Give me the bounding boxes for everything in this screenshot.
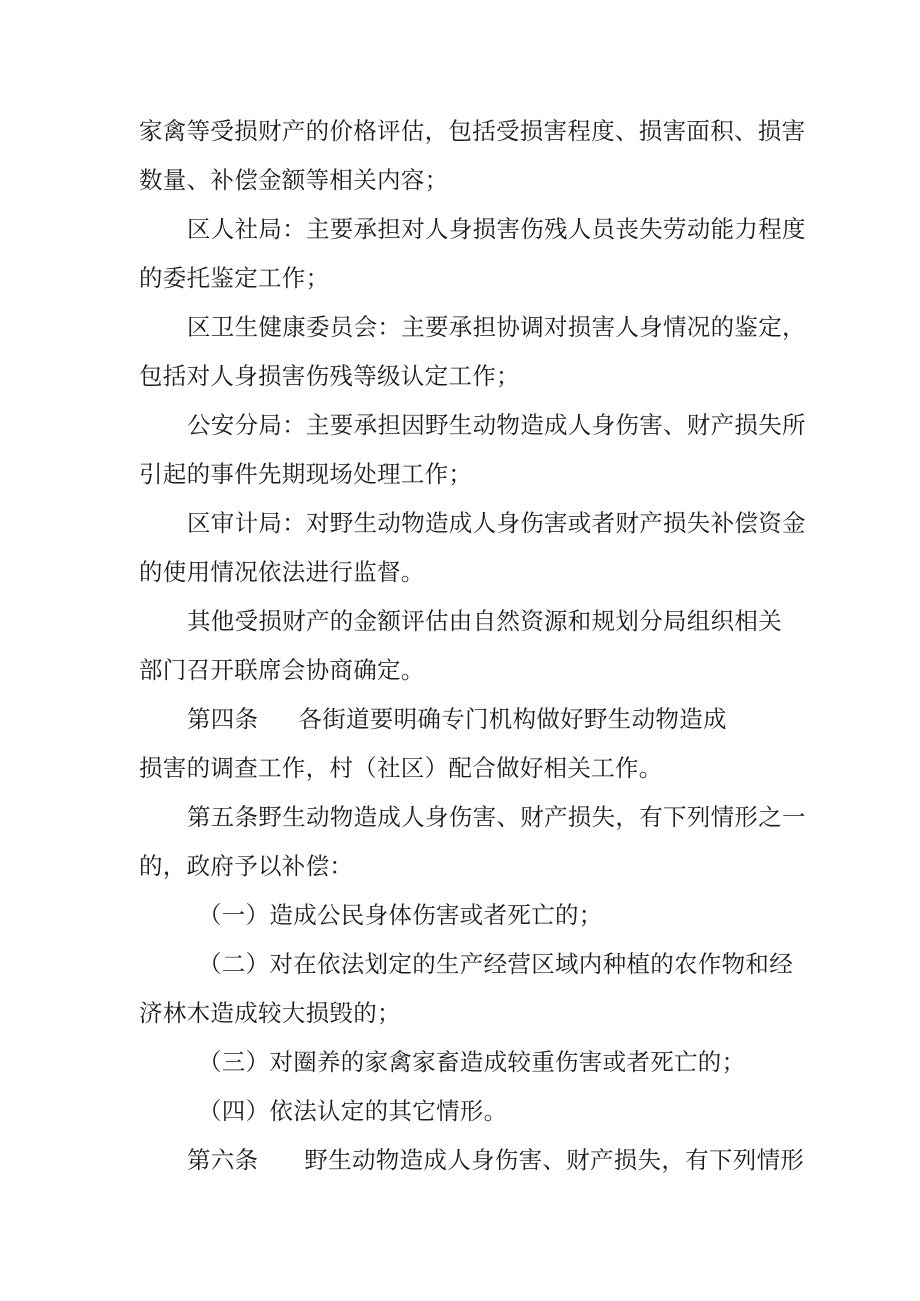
article-4-text: 各街道要明确专门机构做好野生动物造成	[298, 705, 727, 733]
article-6-label: 第六条	[187, 1146, 259, 1174]
text-line: （一）造成公民身体伤害或者死亡的；	[198, 901, 603, 929]
text-line: （三）对圈养的家禽家畜造成较重伤害或者死亡的；	[198, 1048, 746, 1076]
article-6-line	[187, 1145, 804, 1175]
text-line: 其他受损财产的金额评估由自然资源和规划分局组织相关	[187, 607, 782, 635]
article-4-label: 第四条	[187, 705, 259, 733]
article-4-line	[187, 704, 727, 734]
text-line: 的，政府予以补偿：	[139, 852, 354, 880]
text-line: 家禽等受损财产的价格评估，包括受损害程度、损害面积、损害	[139, 117, 806, 145]
text-line: 的使用情况依法进行监督。	[139, 558, 425, 586]
text-line: 公安分局：主要承担因野生动物造成人身伤害、财产损失所	[187, 411, 806, 439]
text-line: 区卫生健康委员会：主要承担协调对损害人身情况的鉴定，	[187, 313, 806, 341]
text-line: （四）依法认定的其它情形。	[198, 1097, 508, 1125]
text-line: 的委托鉴定工作；	[139, 264, 330, 292]
text-line: 部门召开联席会协商确定。	[139, 656, 425, 684]
text-line: 济林木造成较大损毁的；	[139, 999, 401, 1027]
text-line: 区人社局：主要承担对人身损害伤残人员丧失劳动能力程度	[187, 215, 806, 243]
article-6-text: 野生动物造成人身伤害、财产损失，有下列情形	[304, 1146, 805, 1174]
text-line: 损害的调查工作，村（社区）配合做好相关工作。	[139, 754, 663, 782]
text-line: 包括对人身损害伤残等级认定工作；	[139, 362, 520, 390]
text-line: （二）对在依法划定的生产经营区域内种植的农作物和经	[198, 950, 793, 978]
text-line: 引起的事件先期现场处理工作；	[139, 460, 473, 488]
text-line: 第五条野生动物造成人身伤害、财产损失，有下列情形之一	[187, 803, 806, 831]
text-line: 区审计局：对野生动物造成人身伤害或者财产损失补偿资金	[187, 509, 806, 537]
text-line: 数量、补偿金额等相关内容；	[139, 166, 449, 194]
